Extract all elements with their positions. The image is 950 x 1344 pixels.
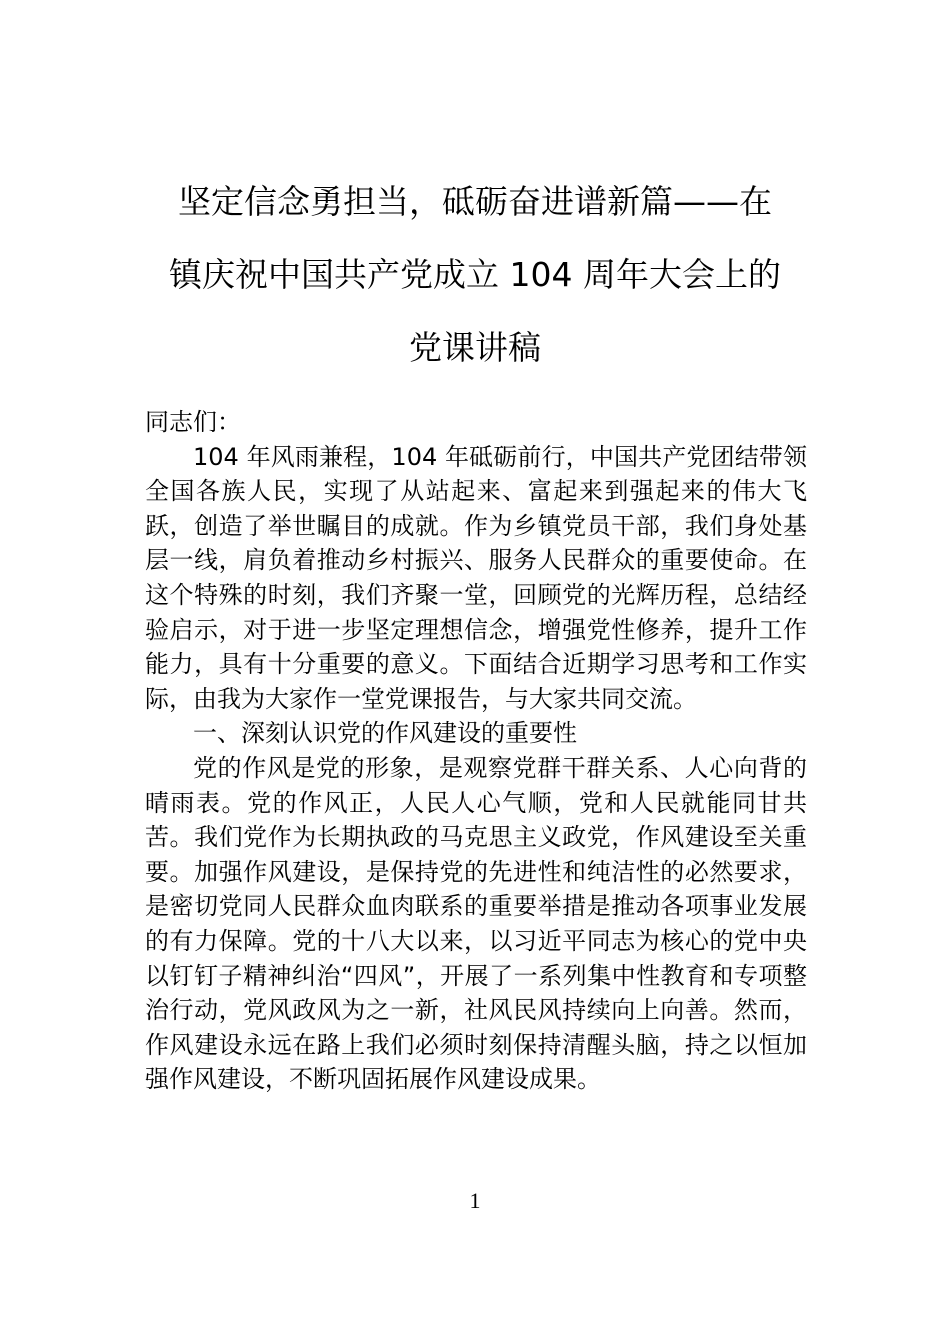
salutation: 同志们：: [145, 408, 241, 436]
page-number: 1: [469, 1188, 481, 1213]
section-heading-1: 一、深刻认识党的作风建设的重要性: [193, 719, 577, 748]
title-line-3: 党课讲稿: [409, 328, 541, 367]
title-line-2: 镇庆祝中国共产党成立 104 周年大会上的: [169, 255, 781, 294]
title-line-1: 坚定信念勇担当，砥砺奋进谱新篇——在: [178, 182, 772, 221]
intro-paragraph: 104 年风雨兼程，104 年砥砺前行，中国共产党团结带领全国各族人民，实现了从站起来、富起来到强起来的伟大飞跃，创造了举世瞩目的成就。作为乡镇党员干部，我们身处基层一线，肩负着推动乡村振兴、服务人民群众的重要使命。在这个特殊的时刻，我们齐聚一堂，回顾党的光辉历程，总结经验启示，对于进一步坚定理想信念，增强党性修养，提升工作能力，具有十分重要的意义。下面结合近期学习思考和工作实际，由我为大家作一堂党课报告，与大家共同交流。: [145, 442, 807, 713]
section-1-paragraph: 党的作风是党的形象，是观察党群干群关系、人心向背的晴雨表。党的作风正，人民人心气顺，党和人民就能同甘共苦。我们党作为长期执政的马克思主义政党，作风建设至关重要。加强作风建设，是保持党的先进性和纯洁性的必然要求，是密切党同人民群众血肉联系的重要举措是推动各项事业发展的有力保障。党的十八大以来，以习近平同志为核心的党中央以钉钉子精神纠治“四风”，开展了一系列集中性教育和专项整治行动，党风政风为之一新，社风民风持续向上向善。然而，作风建设永远在路上我们必须时刻保持清醒头脑，持之以恒加强作风建设，不断巩固拓展作风建设成果。: [145, 753, 807, 1094]
document-title: [145, 165, 805, 384]
document-body: [145, 405, 807, 1097]
